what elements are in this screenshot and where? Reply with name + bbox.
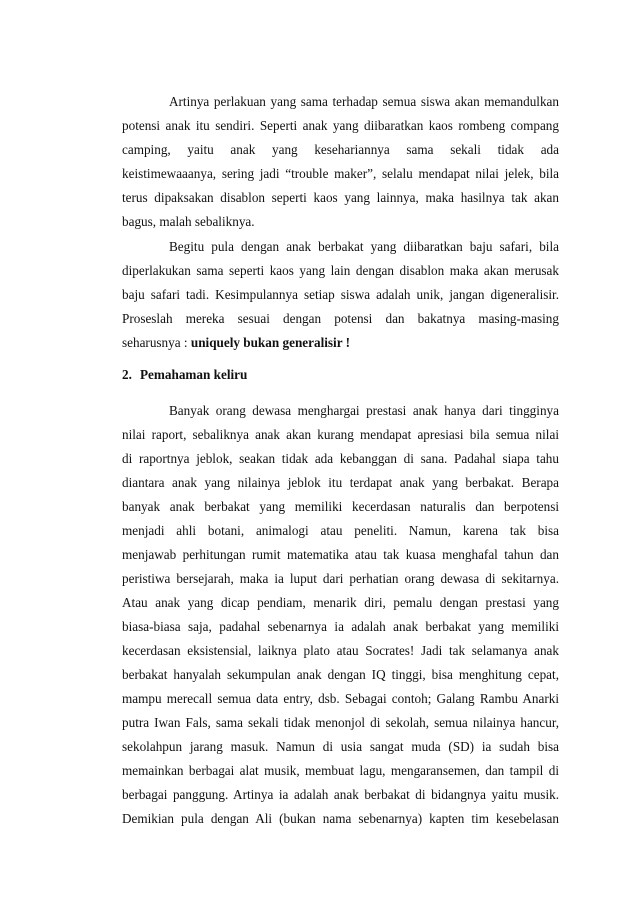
paragraph-line: camping, yaitu anak yang kesehariannya sama sekali tidak ada [122, 142, 559, 157]
paragraph-line: peristiwa bersejarah, maka ia luput dari perhatian orang dewasa di sekitarnya. [122, 571, 559, 586]
conclusion-emphasis: uniquely bukan generalisir ! [190, 335, 351, 350]
paragraph-line: memainkan berbagai alat musik, membuat lagu, mengaransemen, dan tampil di [122, 763, 559, 778]
paragraph-line: menjadi ahli botani, animalogi atau peneliti. Namun, karena tak bisa [122, 523, 559, 538]
conclusion-prefix: seharusnya : [122, 335, 191, 350]
paragraph-line: Atau anak yang dicap pendiam, menarik diri, pemalu dengan prestasi yang [122, 595, 559, 610]
paragraph-line: putra Iwan Fals, sama sekali tidak menonjol di sekolah, semua nilainya hancur, [122, 715, 559, 730]
paragraph-line: terus dipaksakan disablon seperti kaos yang lainnya, maka hasilnya tak akan [122, 190, 559, 205]
paragraph-line: sekolahpun jarang masuk. Namun di usia sangat muda (SD) ia sudah bisa [122, 739, 559, 754]
paragraph-line: Begitu pula dengan anak berbakat yang diibaratkan baju safari, bila [169, 239, 559, 254]
section-heading [122, 367, 247, 383]
paragraph-line: berbagai panggung. Artinya ia adalah anak berbakat di bidangnya yaitu musik. [122, 787, 559, 802]
paragraph-line: diantara anak yang nilainya jeblok itu terdapat anak yang berbakat. Berapa [122, 475, 559, 490]
paragraph-line: baju safari tadi. Kesimpulannya setiap siswa adalah unik, jangan digeneralisir. [122, 287, 559, 302]
paragraph-line: Artinya perlakuan yang sama terhadap semua siswa akan memandulkan [169, 94, 559, 109]
section-number: 2. [122, 367, 132, 382]
paragraph-line [122, 335, 350, 351]
paragraph-line: potensi anak itu sendiri. Seperti anak yang diibaratkan kaos rombeng compang [122, 118, 559, 133]
paragraph-line: keistimewaaanya, sering jadi “trouble maker”, selalu mendapat nilai jelek, bila [122, 166, 559, 181]
paragraph-line: Banyak orang dewasa menghargai prestasi anak hanya dari tingginya [169, 403, 559, 418]
paragraph-line: di raportnya jeblok, seakan tidak ada kebanggan di sana. Padahal siapa tahu [122, 451, 559, 466]
paragraph-line: Demikian pula dengan Ali (bukan nama sebenarnya) kapten tim kesebelasan [122, 811, 559, 826]
paragraph-line: bagus, malah sebaliknya. [122, 214, 255, 229]
paragraph-line: menjawab perhitungan rumit matematika atau tak kuasa menghafal tahun dan [122, 547, 559, 562]
paragraph-line: banyak anak berbakat yang memiliki kecerdasan naturalis dan berpotensi [122, 499, 559, 514]
section-title: Pemahaman keliru [140, 367, 248, 382]
paragraph-line: berbakat hanyalah sekumpulan anak dengan IQ tinggi, bisa menghitung cepat, [122, 667, 559, 682]
paragraph-line: Proseslah mereka sesuai dengan potensi dan bakatnya masing-masing [122, 311, 559, 326]
paragraph-line: kecerdasan eksistensial, laiknya plato atau Socrates! Jadi tak selamanya anak [122, 643, 559, 658]
paragraph-line: diperlakukan sama seperti kaos yang lain dengan disablon maka akan merusak [122, 263, 559, 278]
paragraph-line: nilai raport, sebaliknya anak akan kurang mendapat apresiasi bila semua nilai [122, 427, 559, 442]
paragraph-line: mampu merecall semua data entry, dsb. Sebagai contoh; Galang Rambu Anarki [122, 691, 559, 706]
paragraph-line: biasa-biasa saja, padahal sebenarnya ia adalah anak berbakat yang memiliki [122, 619, 559, 634]
